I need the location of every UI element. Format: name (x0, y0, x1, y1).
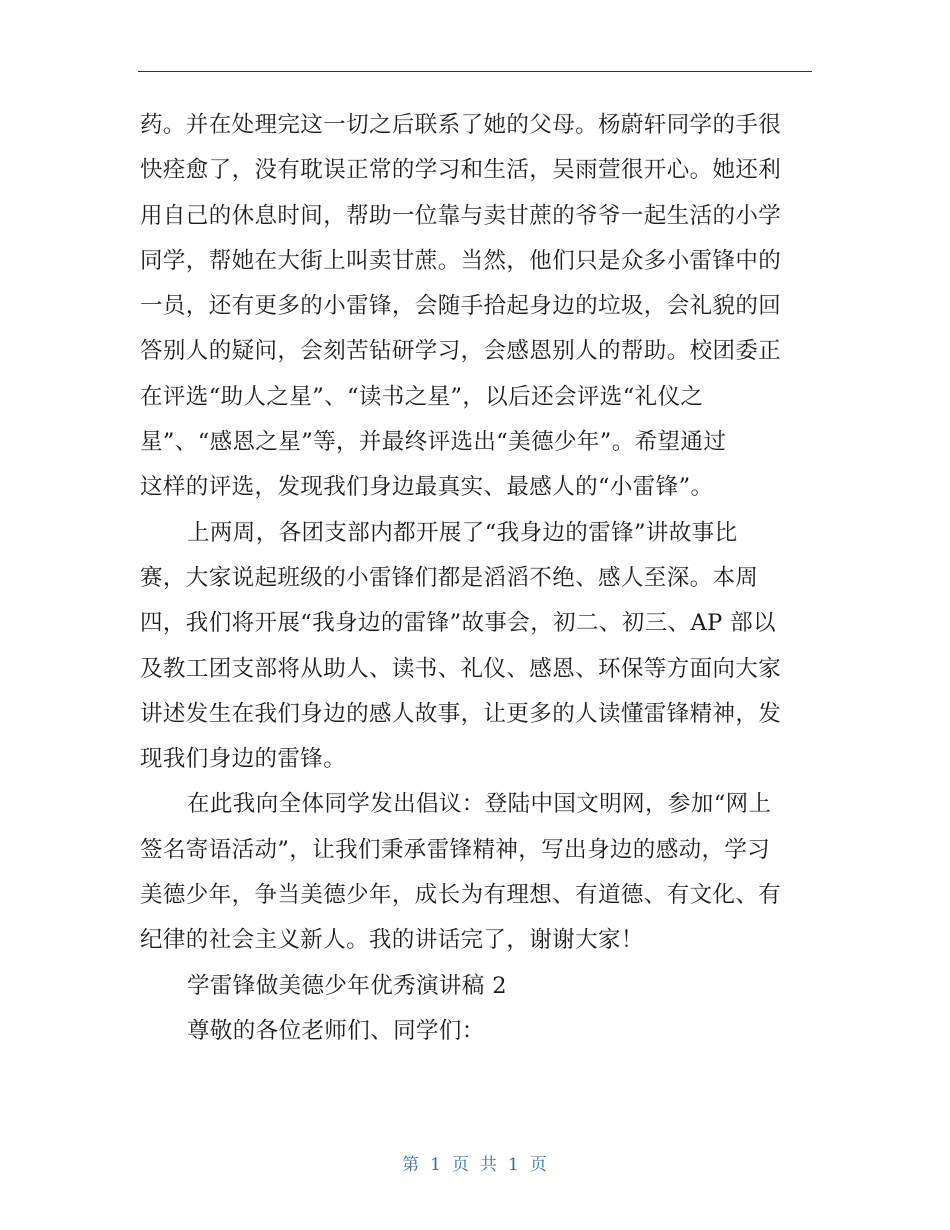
text-line: 现我们身边的雷锋。 (140, 746, 347, 773)
text-line: 星”、“感恩之星”等，并最终评选出“美德少年”。希望通过 (140, 429, 727, 456)
footer-word-total: 共 (480, 1155, 498, 1175)
text-line: 美德少年，争当美德少年，成长为有理想、有道德、有文化、有 (140, 882, 782, 909)
text-line: 赛，大家说起班级的小雷锋们都是滔滔不绝、感人至深。本周 (140, 564, 759, 591)
text-line: 纪律的社会主义新人。我的讲话完了，谢谢大家！ (140, 927, 644, 954)
header-rule (138, 71, 812, 72)
text-line: 讲述发生在我们身边的感人故事，让更多的人读懂雷锋精神，发 (140, 700, 782, 727)
text-line: 药。并在处理完这一切之后联系了她的父母。杨蔚轩同学的手很 (140, 112, 782, 138)
paragraph (140, 782, 800, 963)
paragraph (140, 964, 800, 1009)
footer-total-pages: 1 (508, 1155, 520, 1175)
footer-word-of: 页 (452, 1155, 470, 1175)
text-line: 答别人的疑问，会刻苦钻研学习，会感恩别人的帮助。校团委正 (140, 338, 782, 365)
text-line: 一员，还有更多的小雷锋，会随手拾起身边的垃圾，会礼貌的回 (140, 293, 782, 320)
text-line: 四，我们将开展“我身边的雷锋”故事会，初二、初三、AP 部以 (140, 610, 777, 637)
text-line: 用自己的休息时间，帮助一位靠与卖甘蔗的爷爷一起生活的小学 (140, 202, 782, 229)
text-line: 在此我向全体同学发出倡议：登陆中国文明网，参加“网上 (187, 791, 772, 818)
text-line: 学雷锋做美德少年优秀演讲稿 2 (187, 972, 507, 999)
text-line: 这样的评选，发现我们身边最真实、最感人的“小雷锋”。 (140, 474, 714, 501)
text-line: 上两周，各团支部内都开展了“我身边的雷锋”讲故事比 (187, 519, 738, 546)
text-line: 快痊愈了，没有耽误正常的学习和生活，吴雨萱很开心。她还利 (140, 157, 782, 184)
text-line: 尊敬的各位老师们、同学们： (187, 1017, 485, 1044)
page-footer (0, 1150, 950, 1175)
footer-word-page: 第 (402, 1155, 421, 1175)
paragraph (140, 511, 800, 783)
paragraph (140, 103, 800, 511)
paragraph (140, 1009, 800, 1054)
text-line: 及教工团支部将从助人、读书、礼仪、感恩、环保等方面向大家 (140, 655, 782, 682)
text-line: 同学，帮她在大街上叫卖甘蔗。当然，他们只是众多小雷锋中的 (140, 247, 782, 274)
document-body (140, 103, 800, 1054)
text-line: 在评选“助人之星”、“读书之星”，以后还会评选“礼仪之 (140, 383, 704, 410)
footer-current-page: 1 (430, 1155, 442, 1175)
text-line: 签名寄语活动”，让我们秉承雷锋精神，写出身边的感动，学习 (140, 836, 771, 863)
footer-word-page-end: 页 (529, 1155, 548, 1175)
